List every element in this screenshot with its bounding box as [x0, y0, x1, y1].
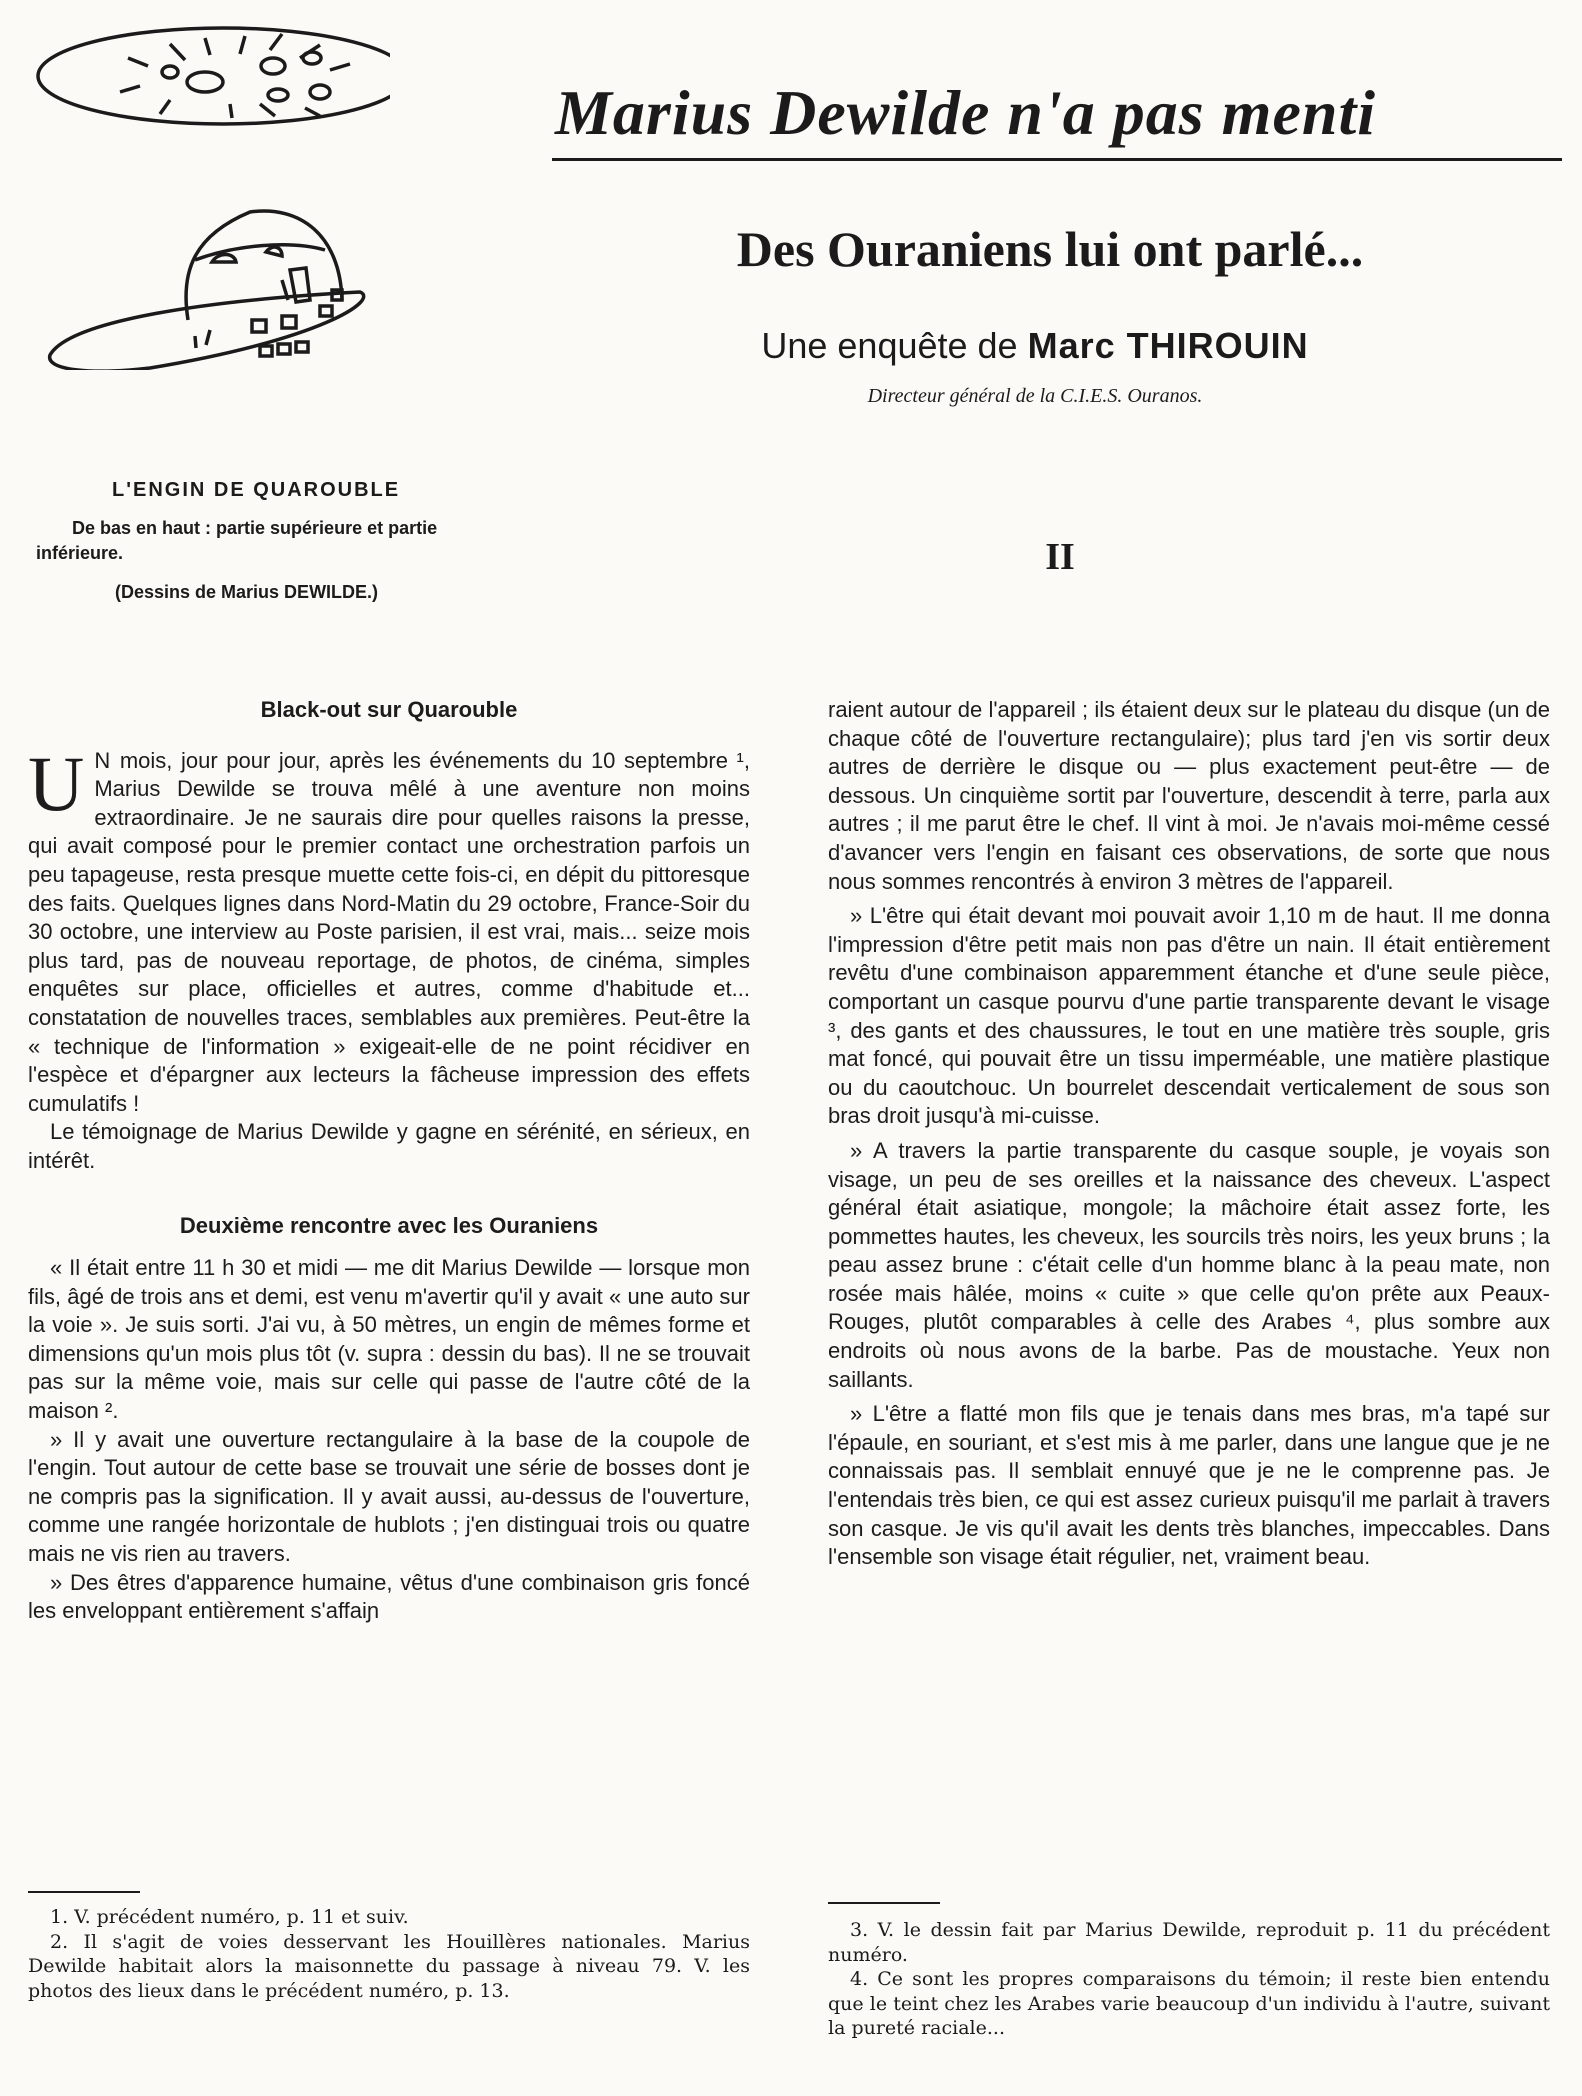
article-title: Marius Dewilde n'a pas menti: [555, 77, 1376, 148]
paragraph: » Il y avait une ouverture rectangulaire à la base de la coupole de l'engin. Tout autour de cette base se trouvait une série de bosses dont je ne compris pas la signification. Il y avait aussi, au-dessus de l'ouverture, comme une rangée horizontale de hublots ; j'en distinguai trois ou quatre mais ne vis rien au travers.: [28, 1426, 750, 1567]
section-heading: Black-out sur Quarouble: [260, 697, 518, 722]
drop-cap: U: [28, 739, 85, 827]
part-number: II: [1045, 536, 1075, 578]
section-heading: Deuxième rencontre avec les Ouraniens: [179, 1212, 599, 1238]
flying-saucer-dome-icon: [50, 211, 364, 370]
paragraph-text: mois, jour pour jour, après les événements du 10 septembre ¹, Marius Dewilde se trouva mêlé à une aventure non moins extraordinaire. Je ne saurais dire pour quelles raisons la presse, qui avait composé pour le premier contact une orchestration parfois un peu tapageuse, resta presque muette cette fois-ci, en dépit du pittoresque des faits. Quelques lignes dans Nord-Matin du 29 octobre, France-Soir du 30 octobre, une interview au Poste parisien, il est vrai, mais... seize mois plus tard, pas de nouveau reportage, de photos, de cinéma, simples enquêtes sur place, officielles et autres, comme d'habitude et... constatation de nouvelles traces, semblables aux premières. Peut-être la « technique de l'information » exigeait-elle de ne point récidiver en l'espèce et d'épargner aux lecteurs la fâcheuse impression des effets cumulatifs !: [28, 747, 750, 1116]
footnote: 2. Il s'agit de voies desservant les Houillères nationales. Marius Dewilde habitait alors la maisonnette du passage à niveau 79. V. les photos des lieux dans le précédent numéro, p. 13.: [28, 1930, 750, 2002]
footnote-rule: [828, 1902, 940, 1904]
paragraph: Le témoignage de Marius Dewilde y gagne en sérénité, en sérieux, en intérêt.: [28, 1119, 750, 1173]
paragraph: » A travers la partie transparente du casque souple, je voyais son visage, un peu de ses oreilles et la naissance des cheveux. L'aspect général était asiatique, mongole; la mâchoire était assez forte, les pommettes hautes, les cheveux, les sourcils très noirs, les yeux bruns ; la peau assez brune : c'était celle d'un homme blanc à la peau mate, non rosée mais hâlée, moins « cuite » que celle qu'on prête aux Peaux-Rouges, plutôt comparables à celle des Arabes ⁴, plus sombre aux endroits où nous avons de la barbe. Pas de moustache. Yeux non saillants.: [828, 1137, 1550, 1392]
caption-text: De bas en haut : partie supérieure et partie inférieure.: [36, 518, 438, 563]
article-subtitle: Des Ouraniens lui ont parlé...: [736, 221, 1364, 277]
footnote: 3. V. le dessin fait par Marius Dewilde, reproduit p. 11 du précédent numéro.: [828, 1919, 1550, 1966]
paragraph: raient autour de l'appareil ; ils étaient deux sur le plateau du disque (un de chaque côté de l'ouverture rectangulaire); plus tard j'en vis sortir deux autres de derrière le disque ou — plus exactement peut-être — de dessous. Un cinquième sortit par l'ouverture, descendit à terre, parla aux autres ; il me parut être le chef. Il vint à moi. Je n'avais moi-même cessé d'avancer vers l'engin en faisant ces observations, de sorte que nous nous sommes rencontrés à environ 3 mètres de l'appareil.: [828, 697, 1550, 894]
byline: [640, 325, 1430, 367]
saucer-drawings: [20, 0, 390, 370]
paragraph: » L'être a flatté mon fils que je tenais dans mes bras, m'a tapé sur l'épaule, en souriant, et s'est mis à me parler, dans une langue que je ne connaissais pas. Il semblait ennuyé que je ne le comprenne pas. Je l'entendais très bien, ce qui est assez curieux puisqu'il me parlait à travers son casque. Je vis qu'il avait les dents très blanches, impeccables. Dans l'ensemble son visage était régulier, net, vraiment beau.: [828, 1401, 1550, 1570]
footnotes-right: [828, 1918, 1550, 2041]
byline-author: Marc THIROUIN: [1027, 325, 1309, 366]
footnotes-left: [28, 1905, 750, 2003]
paragraph: [28, 739, 750, 1119]
caption-title: L'ENGIN DE QUAROUBLE: [112, 479, 401, 501]
title-underline: [552, 158, 1562, 161]
drop-cap-rest: N: [94, 747, 112, 773]
flying-saucer-top-icon: [38, 28, 390, 124]
footnote: 1. V. précédent numéro, p. 11 et suiv.: [50, 1906, 409, 1928]
paragraph: » Des êtres d'apparence humaine, vêtus d'une combinaison gris foncé les enveloppant entièrement s'affaiɲ: [28, 1569, 750, 1624]
paragraph: » L'être qui était devant moi pouvait avoir 1,10 m de haut. Il me donna l'impression d'être petit mais non pas d'être un nain. Il était entièrement revêtu d'une combinaison apparemment étanche et d'une seule pièce, comportant un casque pourvu d'une partie transparente devant le visage ³, des gants et des chaussures, le tout en une matière très souple, gris mat foncé, qui pouvait être un tissu imperméable, une matière plastique ou du caoutchouc. Un bourrelet descendait verticalement de sous son bras droit jusqu'à mi-cuisse.: [828, 903, 1550, 1129]
caption-credit: (Dessins de Marius DEWILDE.): [115, 582, 379, 602]
footnote-rule: [28, 1891, 140, 1893]
footnote: 4. Ce sont les propres comparaisons du témoin; il reste bien entendu que le teint chez les Arabes varie beaucoup d'un individu à l'autre, suivant la pureté raciale...: [828, 1968, 1550, 2039]
byline-prefix: Une enquête de: [761, 325, 1018, 366]
paragraph: « Il était entre 11 h 30 et midi — me dit Marius Dewilde — lorsque mon fils, âgé de trois ans et demi, est venu m'avertir qu'il y avait « une auto sur la voie ». Je suis sorti. J'ai vu, à 50 mètres, un engin de mêmes forme et dimensions qu'un mois plus tôt (v. supra : dessin du bas). Il ne se trouvait pas sur la même voie, mais sur celle qui passe de l'autre côté de la maison ².: [28, 1255, 750, 1424]
article-column-right: [828, 696, 1550, 1572]
byline-role: Directeur général de la C.I.E.S. Ouranos.: [867, 385, 1203, 407]
article-column-left: [28, 696, 750, 1626]
